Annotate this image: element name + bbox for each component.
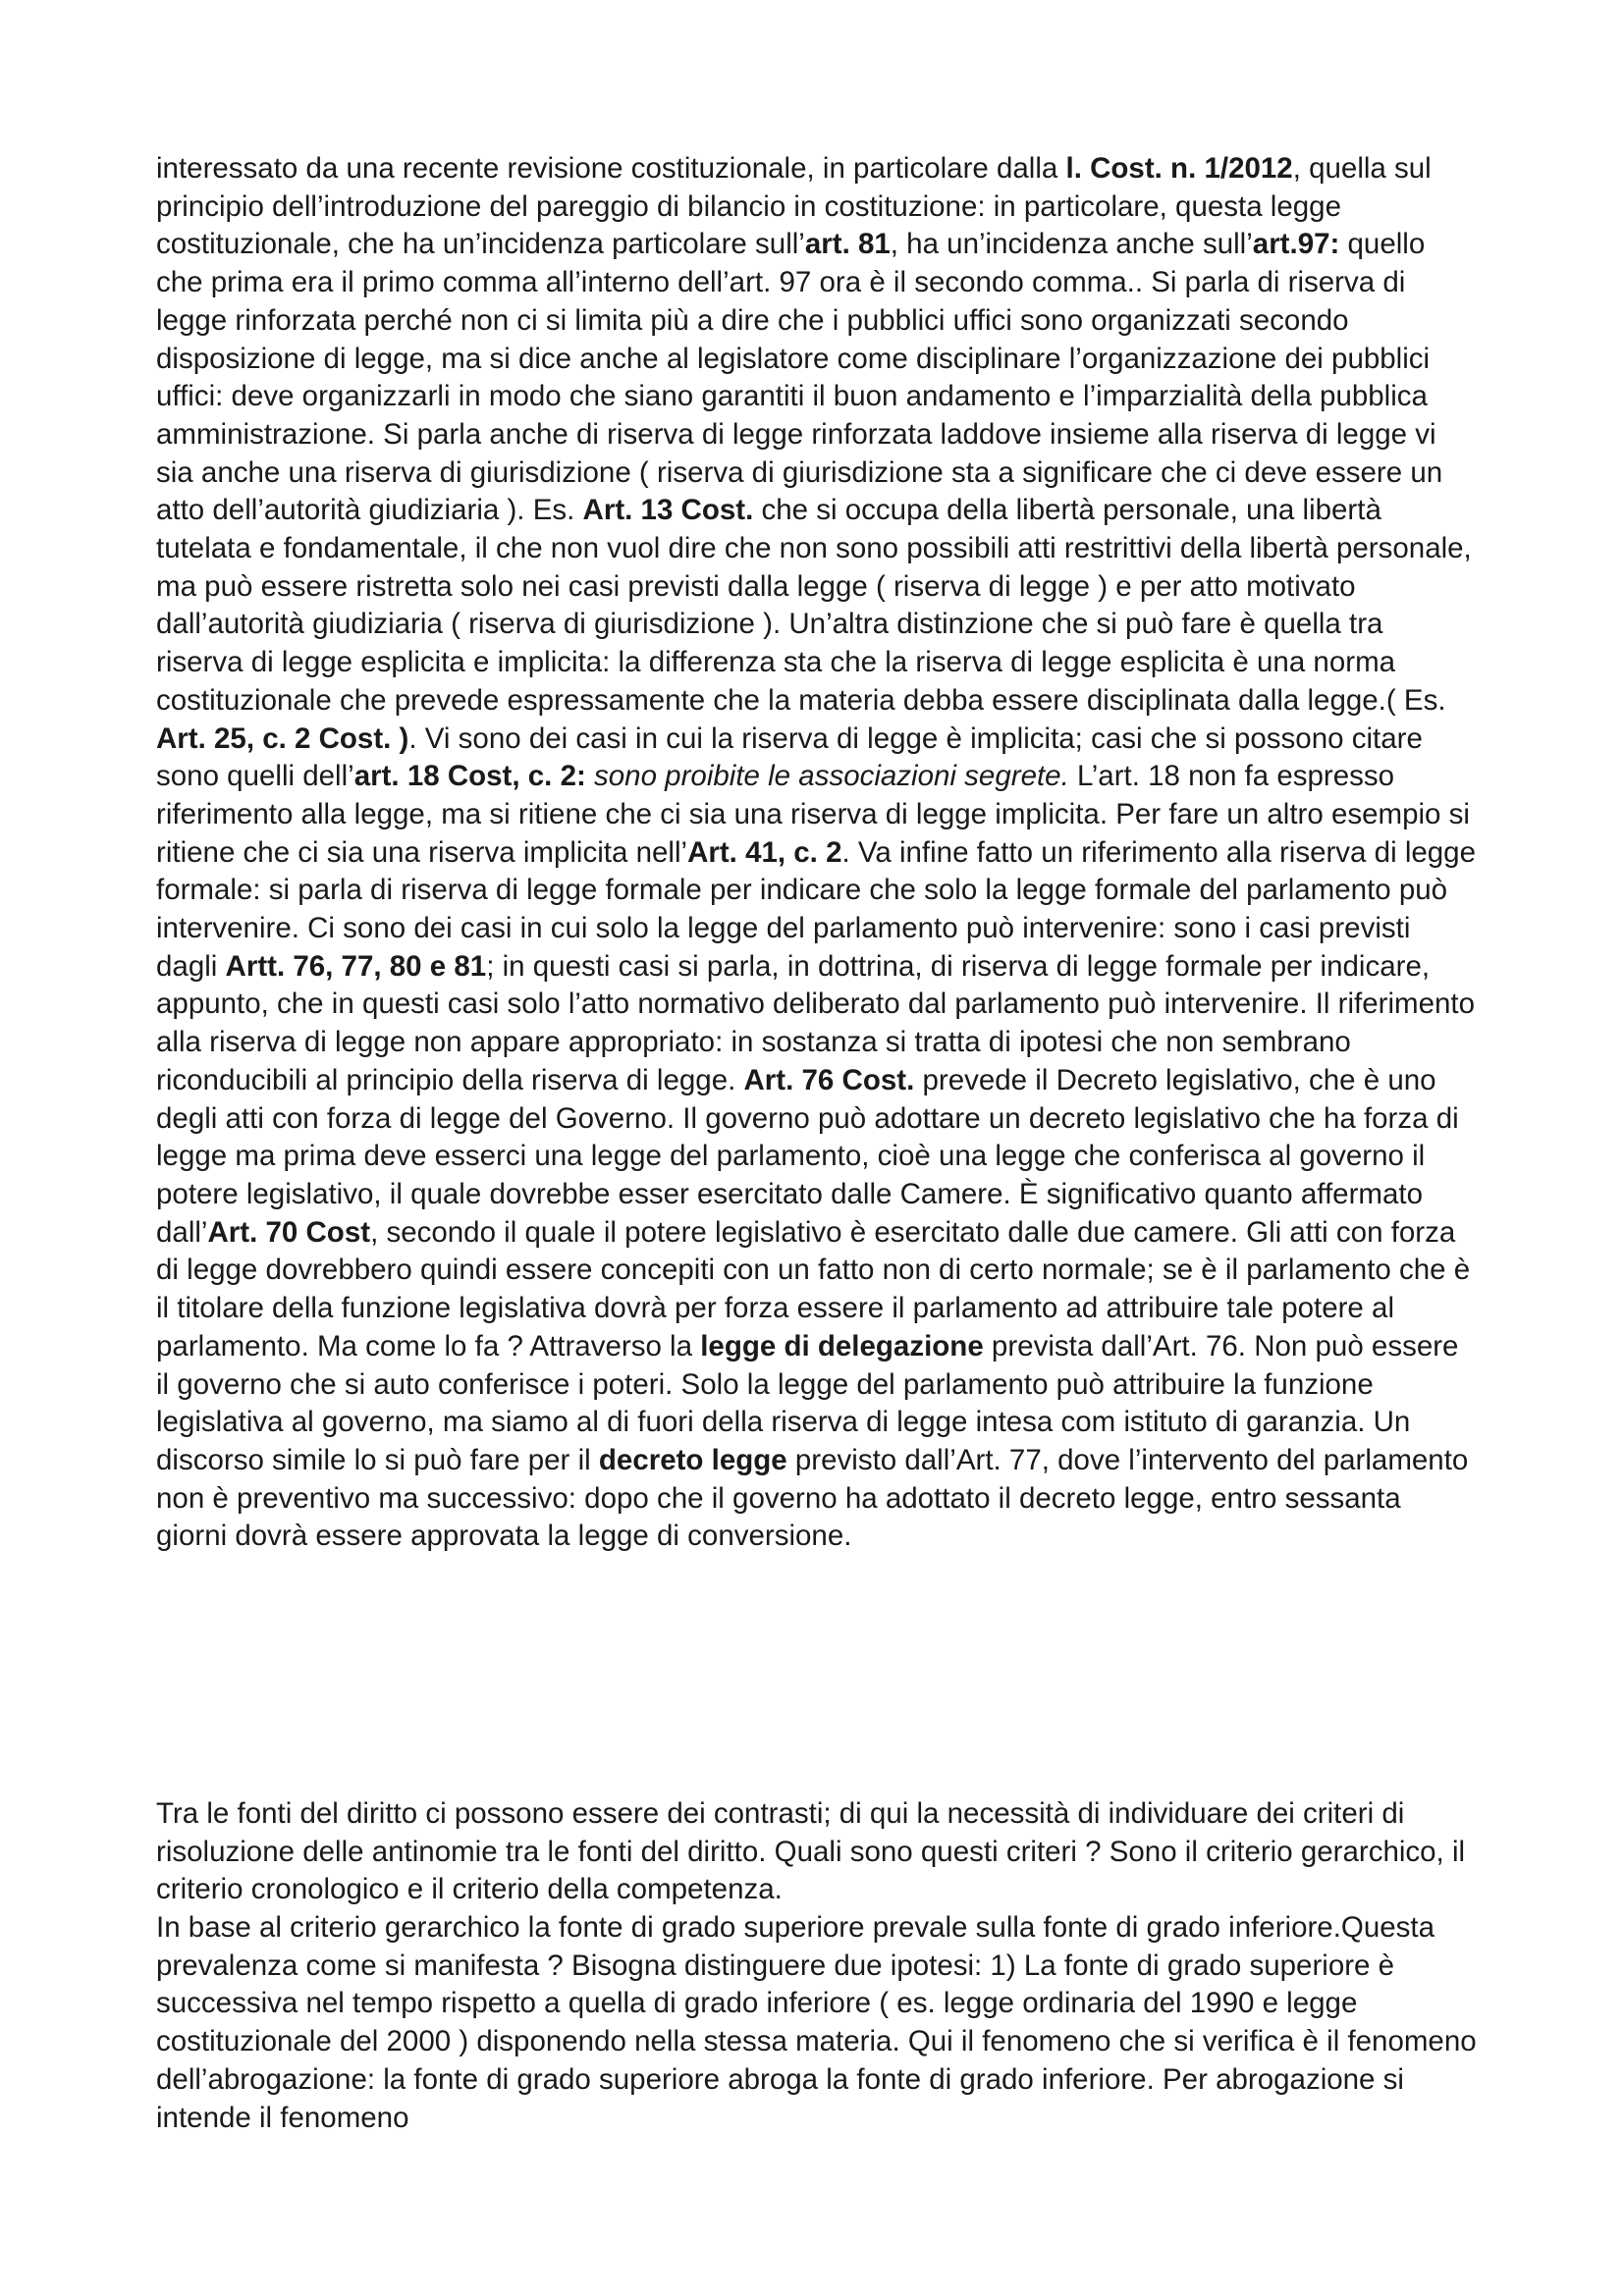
quote-italic: sono proibite le associazioni segrete. [594,760,1069,793]
citation-bold: Art. 76 Cost. [743,1063,915,1096]
text-run: . Vi sono dei casi in cui la riserva di legge è implicita; casi che si possono citare sono quelli dell’ [156,721,1423,793]
text-run: . Va infine fatto un riferimento alla riserva di legge formale: si parla di riserva di legge formale per indicare che solo la legge formale del parlamento può intervenire. Ci sono dei casi in cui solo la legge del parlamento può intervenire: sono i casi previsti dagli [156,835,1476,983]
text-run: ; in questi casi si parla, in dottrina, di riserva di legge formale per indicare, appunto, che in questi casi solo l’atto normativo deliberato dal parlamento può intervenire. Il riferimento alla riserva di legge non appare appropriato: in sostanza si tratta di ipotesi che non sembrano riconducibili al principio della riserva di legge. [156,949,1475,1096]
text-run: interessato da una recente revisione costituzionale, in particolare dalla [156,152,1066,185]
citation-bold: Art. 25, c. 2 Cost. ) [156,721,409,755]
text-run: prevede il Decreto legislativo, che è uno degli atti con forza di legge del Governo. Il governo può adottare un decreto legislativo che ha forza di legge ma prima deve esserci una legge del parlamento, cioè una legge che conferisca al governo il potere legislativo, il quale dovrebbe esser esercitato dalle Camere. È significativo quanto affermato dall’ [156,1063,1459,1249]
citation-bold: Art. 41, c. 2 [687,835,842,869]
text-run: , secondo il quale il potere legislativo è esercitato dalle due camere. Gli atti con forza di legge dovrebbero quindi essere concepiti con un fatto non di certo normale; se è il parlamento che è il titolare della funzione legislativa dovrà per forza essere il parlamento ad attribuire tale potere al parlamento. Ma come lo fa ? Attraverso la [156,1215,1471,1362]
text-run: quello che prima era il primo comma all’interno dell’art. 97 ora è il secondo comma.. Si parla di riserva di legge rinforzata perché non ci si limita più a dire che i pubblici uffici sono organizzati secondo disposizione di legge, ma si dice anche al legislatore come disciplinare l’organizzazione dei pubblici uffici: deve organizzarli in modo che siano garantiti il buon andamento e l’imparzialità della pubblica amministrazione. Si parla anche di riserva di legge rinforzata laddove insieme alla riserva di legge vi sia anche una riserva di giurisdizione ( riserva di giurisdizione sta a significare che ci deve essere un atto dell’autorità giudiziaria ). Es. [156,228,1443,527]
term-bold: legge di delegazione [700,1329,984,1362]
text-run: prevista dall’Art. 76. Non può essere il governo che si auto conferisce i poteri. Solo la legge del parlamento può attribuire la funzione legislativa al governo, ma siamo al di fuori della riserva di legge intesa com istituto di garanzia. Un discorso simile lo si può fare per il [156,1329,1459,1476]
text-run: L’art. 18 non fa espresso riferimento alla legge, ma si ritiene che ci sia una riserva di legge implicita. Per fare un altro esempio si ritiene che ci sia una riserva implicita nell’ [156,760,1470,869]
citation-bold: Artt. 76, 77, 80 e 81 [225,949,487,983]
citation-bold: Art. 70 Cost [207,1215,371,1249]
text-run: previsto dall’Art. 77, dove l’intervento del parlamento non è preventivo ma successivo: dopo che il governo ha adottato il decreto legge, entro sessanta giorni dovrà essere approvata la legge di conversione. [156,1443,1469,1553]
text-run: che si occupa della libertà personale, una libertà tutelata e fondamentale, il che non vuol dire che non sono possibili atti restrittivi della libertà personale, ma può essere ristretta solo nei casi previsti dalla legge ( riserva di legge ) e per atto motivato dall’autorità giudiziaria ( riserva di giurisdizione ). Un’altra distinzione che si può fare è quella tra riserva di legge esplicita e implicita: la differenza sta che la riserva di legge esplicita è una norma costituzionale che prevede espressamente che la materia debba essere disciplinata dalla legge.( Es. [156,494,1472,717]
paragraph-text [156,150,1477,1556]
text-run: , quella sul principio dell’introduzione del pareggio di bilancio in costituzione: in particolare, questa legge costituzionale, che ha un’incidenza particolare sull’ [156,152,1432,261]
text-run: In base al criterio gerarchico la fonte di grado superiore prevale sulla fonte di grado inferiore.Questa prevalenza come si manifesta ? Bisogna distinguere due ipotesi: 1) La fonte di grado superiore è successiva nel tempo rispetto a quella di grado inferiore ( es. legge ordinaria del 1990 e legge costituzionale del 2000 ) disponendo nella stessa materia. Qui il fenomeno che si verifica è il fenomeno dell’abrogazione: la fonte di grado superiore abroga la fonte di grado inferiore. Per abrogazione si intende il fenomeno [156,1911,1477,2134]
citation-bold: art. 81 [804,228,891,261]
text-run [586,760,594,792]
paragraph [156,150,1477,1556]
term-bold: decreto legge [598,1443,787,1476]
citation-bold: l. Cost. n. 1/2012 [1065,152,1293,185]
text-run: Tra le fonti del diritto ci possono essere dei contrasti; di qui la necessità di individuare dei criteri di risoluzione delle antinomie tra le fonti del diritto. Quali sono questi criteri ? Sono il criterio gerarchico, il criterio cronologico e il criterio della competenza. [156,1797,1466,1906]
text-run: , ha un’incidenza anche sull’ [890,228,1253,261]
citation-bold: Art. 13 Cost. [582,494,754,527]
paragraph [156,1909,1477,2137]
citation-bold: art.97: [1252,228,1340,261]
paragraph-text [156,1795,1477,1909]
paragraph-text [156,1909,1477,2137]
paragraph [156,1795,1477,1909]
citation-bold: art. 18 Cost, c. 2: [353,760,586,793]
